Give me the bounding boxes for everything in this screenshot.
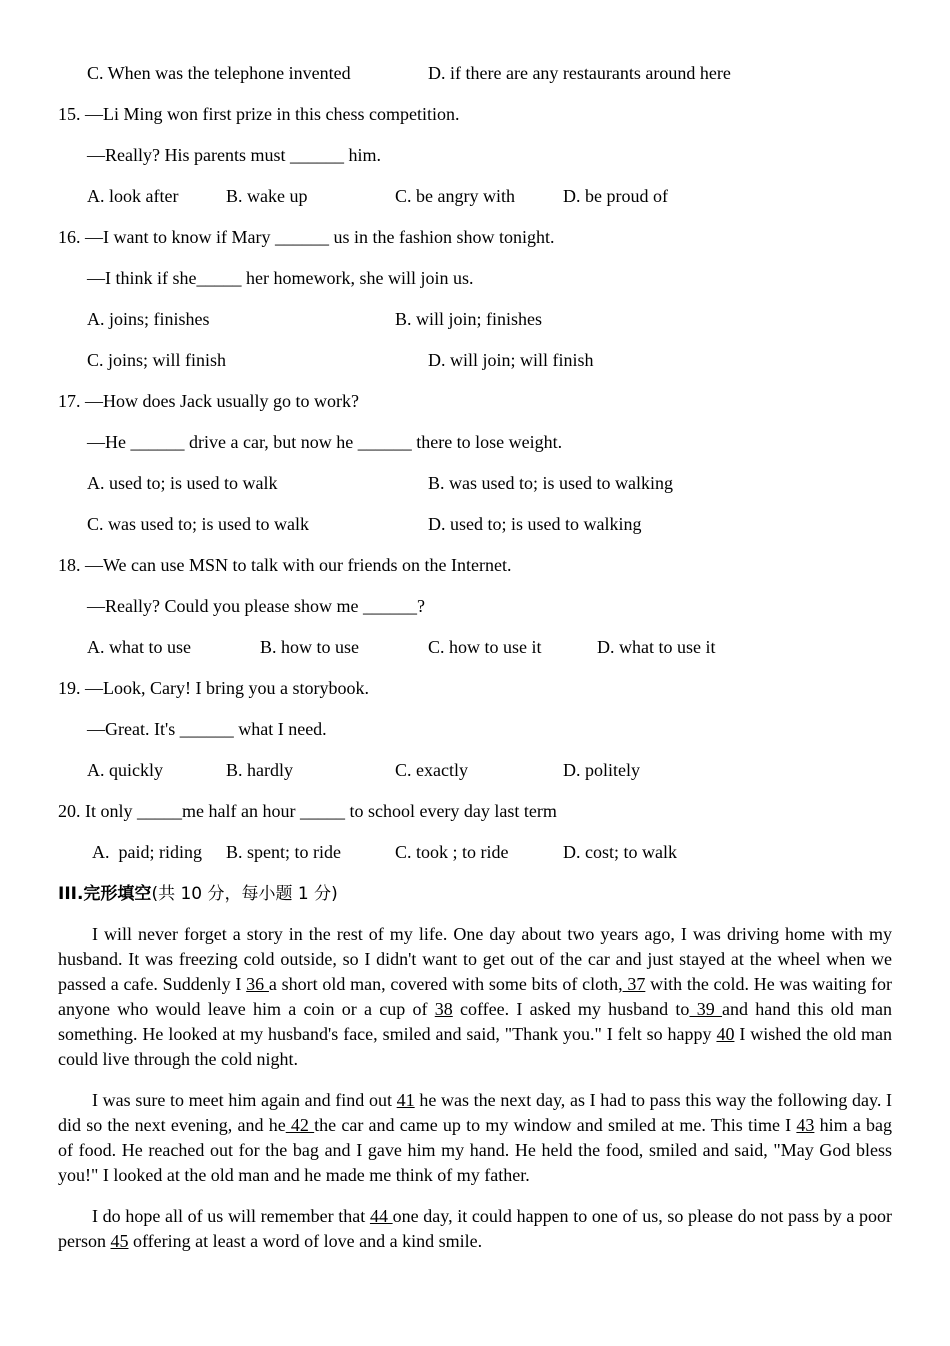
q15-option-b: B. wake up [226,186,308,206]
q16-reply: —I think if she_____ her homework, she will join us. [87,268,474,288]
passage-text: with the cold. He was waiting for anyone who would leave him a coin or a cup of [58,974,892,1019]
q17-stem: 17. —How does Jack usually go to work? [58,391,359,411]
passage-text: him a bag of food. He reached out for the bag and I gave him my hand. He held the food, smiled and said, "May God bless you!" I looked at the old man and he made me think of my father. [58,1115,893,1185]
passage-text: and hand this old man something. He looked at my husband's face, smiled and said, "Thank you." I felt so happy [58,999,892,1044]
passage-text: offering at least a word of love and a kind smile. [128,1231,483,1251]
passage-text: I wished the old man could live through the cold night. [58,1024,892,1069]
q19-option-a: A. quickly [87,760,163,780]
q15-reply: —Really? His parents must ______ him. [87,145,381,165]
q15-option-c: C. be angry with [395,186,515,206]
q16-option-a: A. joins; finishes [87,309,210,329]
q16-option-d: D. will join; will finish [428,350,594,370]
q18-option-b: B. how to use [260,637,359,657]
passage-paragraph-3 [58,1204,892,1254]
q20-option-a: A. paid; riding [92,842,202,862]
passage-text: I will never forget a story in the rest of my life. One day about two years ago, I was driving home with my husband. It was freezing cold outside, so I didn't want to get out of the car and just stayed at the wheel when we passed a cafe. Suddenly I [58,924,892,994]
q17-option-d: D. used to; is used to walking [428,514,642,534]
blank-43: 43 [796,1115,815,1135]
q19-stem: 19. —Look, Cary! I bring you a storybook. [58,678,369,698]
section-heading-title: III.完形填空 [58,884,152,904]
passage-text: he was the next day, as I had to pass this way the following day. I did so the next evening, and he [58,1090,892,1135]
q19-reply: —Great. It's ______ what I need. [87,719,327,739]
q20-option-c: C. took ; to ride [395,842,509,862]
q19-option-d: D. politely [563,760,640,780]
passage-text: a short old man, covered with some bits of cloth, [268,974,623,994]
q20-option-b: B. spent; to ride [226,842,341,862]
q17-option-b: B. was used to; is used to walking [428,473,673,493]
q18-option-c: C. how to use it [428,637,542,657]
blank-37: 37 [622,974,646,994]
q18-stem: 18. —We can use MSN to talk with our friends on the Internet. [58,555,512,575]
q19-option-b: B. hardly [226,760,293,780]
passage-text: the car and came up to my window and smiled at me. This time I [314,1115,797,1135]
passage-text: coffee. I asked my husband to [452,999,690,1019]
blank-36: 36 [246,974,269,994]
blank-44: 44 [369,1206,393,1226]
q20-option-d: D. cost; to walk [563,842,677,862]
q17-option-c: C. was used to; is used to walk [87,514,309,534]
q19-option-c: C. exactly [395,760,468,780]
blank-38: 38 [434,999,453,1019]
q15-option-d: D. be proud of [563,186,668,206]
q17-option-a: A. used to; is used to walk [87,473,278,493]
q15-stem: 15. —Li Ming won first prize in this chess competition. [58,104,460,124]
blank-40: 40 [716,1024,735,1044]
section-heading-scoring: (共 10 分，每小题 1 分) [151,884,338,904]
q16-option-c: C. joins; will finish [87,350,227,370]
q16-option-b: B. will join; finishes [395,309,543,329]
passage-text: I was sure to meet him again and find out [92,1090,397,1110]
q15-option-a: A. look after [87,186,179,206]
section-heading [58,882,338,905]
q18-option-d: D. what to use it [597,637,716,657]
blank-45: 45 [110,1231,129,1251]
passage-text: I do hope all of us will remember that [92,1206,370,1226]
blank-39: 39 [689,999,722,1019]
passage-paragraph-1 [58,922,892,1072]
passage-text: one day, it could happen to one of us, so please do not pass by a poor person [58,1206,893,1251]
q17-reply: —He ______ drive a car, but now he ______ there to lose weight. [87,432,563,452]
blank-41: 41 [396,1090,415,1110]
blank-42: 42 [285,1115,315,1135]
q14-option-c: C. When was the telephone invented [87,63,351,83]
passage-paragraph-2 [58,1088,892,1188]
q18-option-a: A. what to use [87,637,191,657]
q14-option-d: D. if there are any restaurants around here [428,63,731,83]
q18-reply: —Really? Could you please show me ______? [87,596,425,616]
q16-stem: 16. —I want to know if Mary ______ us in the fashion show tonight. [58,227,555,247]
q20-stem: 20. It only _____me half an hour _____ to school every day last term [58,801,557,821]
